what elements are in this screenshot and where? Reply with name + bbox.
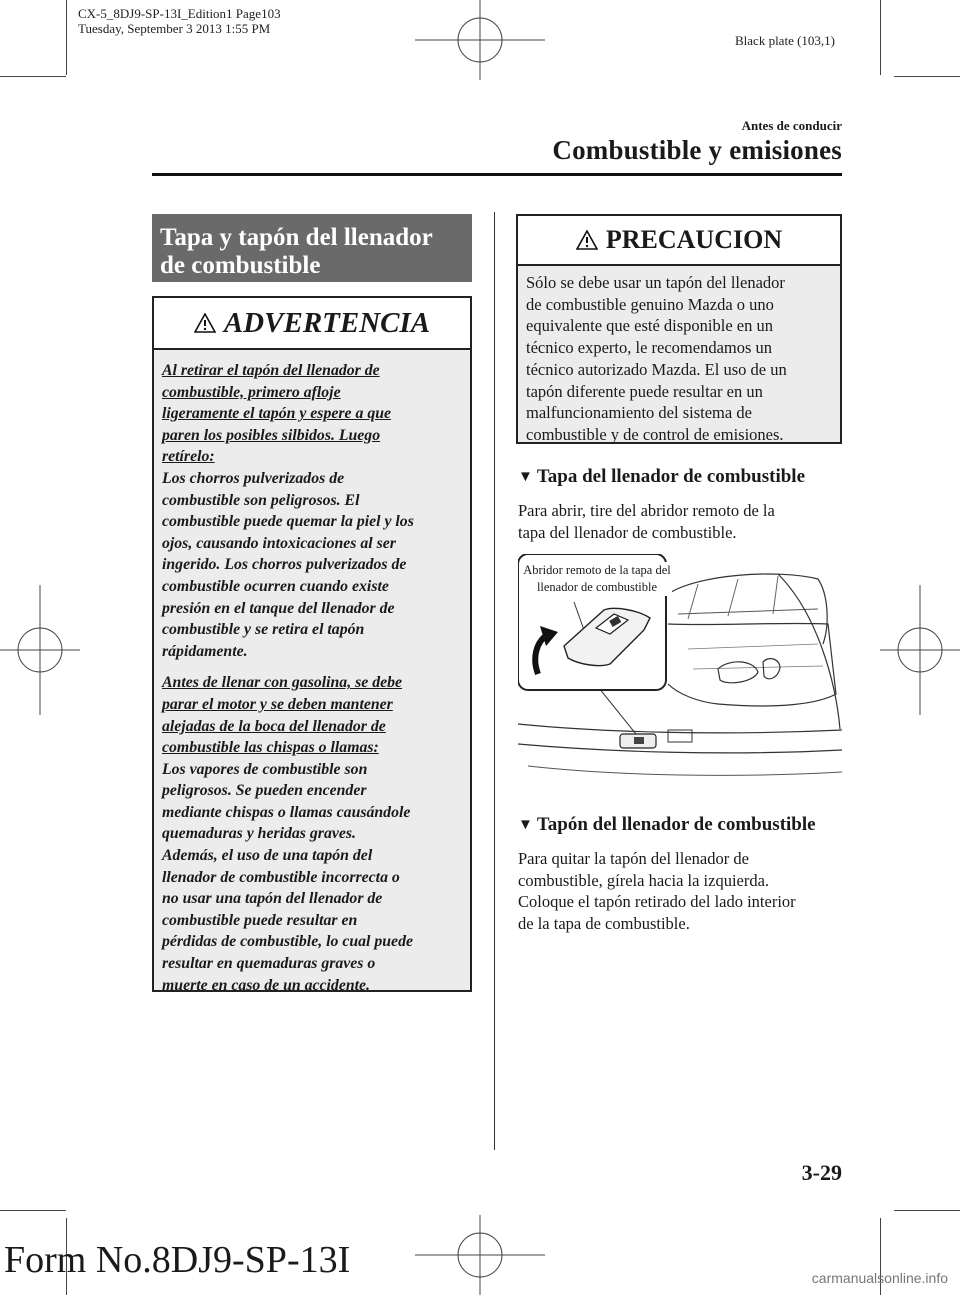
- warning-paragraph-1: [162, 360, 462, 662]
- warning-p1-under-3: paren los posibles silbidos. Luego: [162, 426, 381, 444]
- print-meta-line2: Tuesday, September 3 2013 1:55 PM: [78, 21, 271, 36]
- crop-mark-bl-h: [0, 1210, 66, 1211]
- triangle-bullet-icon: ▼: [518, 468, 533, 485]
- fuel-cap-line: Coloque el tapón retirado del lado interior: [518, 892, 796, 911]
- warning-p2-body-10: muerte en caso de un accidente.: [162, 976, 370, 994]
- caution-line: Sólo se debe usar un tapón del llenador: [526, 273, 785, 292]
- figure-callout-line2: llenador de combustible: [536, 580, 658, 594]
- registration-mark-left: [0, 585, 80, 715]
- warning-p1-body-8: rápidamente.: [162, 642, 248, 660]
- warning-p2-body-9: resultar en quemaduras graves o: [162, 955, 376, 973]
- warning-p1-body-7: combustible y se retira el tapón: [162, 621, 365, 639]
- page-title: Combustible y emisiones: [552, 135, 842, 165]
- warning-p1-under-0: Al retirar el tapón del llenador de: [162, 362, 380, 379]
- form-number: Form No.8DJ9-SP-13I: [4, 1239, 351, 1281]
- section-title-line1: Tapa y tapón del llenador: [160, 224, 433, 251]
- warning-p1-body-4: ingerido. Los chorros pulverizados de: [162, 556, 407, 574]
- fuel-cap-line: de la tapa de combustible.: [518, 913, 690, 933]
- warning-triangle-icon: [576, 230, 598, 250]
- caution-line: tapón diferente puede resultar en un: [526, 381, 763, 401]
- warning-triangle-icon: [194, 313, 216, 333]
- crop-mark-br-h: [894, 1210, 960, 1211]
- warning-p2-under-2: alejadas de la boca del llenador de: [162, 717, 386, 735]
- warning-p1-under-2: ligeramente el tapón y espere a que: [162, 405, 392, 423]
- warning-p2-body-0: Los vapores de combustible son: [162, 760, 368, 778]
- warning-p1-body-6: presión en el tanque del llenador de: [162, 599, 395, 617]
- section-title-line2: de combustible: [160, 252, 321, 279]
- caution-header: [518, 216, 840, 266]
- print-meta-line1: CX-5_8DJ9-SP-13I_Edition1 Page103: [78, 6, 281, 21]
- figure-callout-line1: Abridor remoto de la tapa del: [523, 563, 671, 577]
- warning-p1-body-1: combustible son peligrosos. El: [162, 491, 360, 509]
- warning-paragraph-2: [162, 672, 462, 996]
- page-number: 3-29: [801, 1160, 842, 1185]
- fuel-cap-text: [518, 848, 842, 934]
- column-divider: [494, 212, 495, 1150]
- crop-mark-tl-h: [0, 76, 66, 77]
- warning-p2-body-4: Además, el uso de una tapón del: [162, 847, 373, 865]
- fuel-cap-line: combustible, gírela hacia la izquierda.: [518, 870, 770, 890]
- section-title-box: [152, 214, 472, 282]
- header-rule: [152, 173, 842, 176]
- crop-mark-tr-v: [880, 0, 881, 75]
- watermark[interactable]: carmanualsonline.info: [811, 1270, 948, 1286]
- caution-box: [516, 214, 842, 444]
- warning-p2-body-3: quemaduras y heridas graves.: [162, 825, 356, 843]
- warning-box: [152, 296, 472, 992]
- caution-body: [518, 266, 840, 452]
- crop-mark-tl-v: [66, 0, 67, 75]
- chapter-label: Antes de conducir: [741, 118, 842, 133]
- crop-mark-tr-h: [894, 76, 960, 77]
- fuel-lid-line: Para abrir, tire del abridor remoto de la: [518, 501, 775, 520]
- triangle-bullet-icon: ▼: [518, 816, 533, 833]
- figure-callout: [522, 562, 672, 596]
- warning-p2-under-1: parar el motor y se deben mantener: [162, 695, 393, 713]
- registration-mark-right: [880, 585, 960, 715]
- warning-p2-body-5: llenador de combustible incorrecta o: [162, 868, 400, 886]
- caution-line: equivalente que esté disponible en un: [526, 316, 773, 336]
- print-meta: [78, 6, 281, 36]
- registration-mark-bottom: [415, 1215, 545, 1295]
- fuel-lid-line: tapa del llenador de combustible.: [518, 522, 737, 542]
- caution-line: combustible y de control de emisiones.: [526, 424, 784, 444]
- caution-title: PRECAUCION: [605, 225, 783, 254]
- registration-mark-top: [415, 0, 545, 80]
- warning-p2-body-2: mediante chispas o llamas causándole: [162, 803, 411, 821]
- fuel-lid-text: [518, 500, 842, 543]
- fuel-cap-line: Para quitar la tapón del llenador de: [518, 849, 749, 868]
- warning-p2-body-1: peligrosos. Se pueden encender: [162, 782, 367, 800]
- warning-p1-body-2: combustible puede quemar la piel y los: [162, 513, 414, 531]
- warning-p2-body-8: pérdidas de combustible, lo cual puede: [162, 933, 413, 951]
- subheading-fuel-cap-title: Tapón del llenador de combustible: [536, 814, 816, 835]
- warning-title: ADVERTENCIA: [223, 306, 431, 339]
- caution-line: de combustible genuino Mazda o uno: [526, 294, 774, 314]
- warning-p2-under-0: Antes de llenar con gasolina, se debe: [162, 674, 403, 692]
- warning-p1-body-0: Los chorros pulverizados de: [162, 469, 345, 487]
- warning-p1-body-5: combustible ocurren cuando existe: [162, 577, 389, 595]
- subheading-fuel-lid-title: Tapa del llenador de combustible: [536, 466, 806, 487]
- warning-p1-under-4: retírelo:: [162, 448, 215, 466]
- warning-header: [154, 298, 470, 350]
- warning-p2-body-7: combustible puede resultar en: [162, 911, 358, 929]
- caution-line: técnico autorizado Mazda. El uso de un: [526, 359, 787, 379]
- subheading-fuel-cap: [518, 814, 816, 836]
- warning-p2-body-6: no usar una tapón del llenador de: [162, 890, 383, 908]
- warning-body: [154, 350, 470, 1014]
- caution-line: técnico experto, le recomendamos un: [526, 338, 773, 358]
- subheading-fuel-lid: [518, 466, 805, 488]
- warning-p2-under-3: combustible las chispas o llamas:: [162, 739, 379, 757]
- warning-p1-under-1: combustible, primero afloje: [162, 383, 341, 401]
- warning-p1-body-3: ojos, causando intoxicaciones al ser: [162, 534, 396, 552]
- caution-line: malfuncionamiento del sistema de: [526, 403, 752, 423]
- plate-label: Black plate (103,1): [735, 33, 835, 48]
